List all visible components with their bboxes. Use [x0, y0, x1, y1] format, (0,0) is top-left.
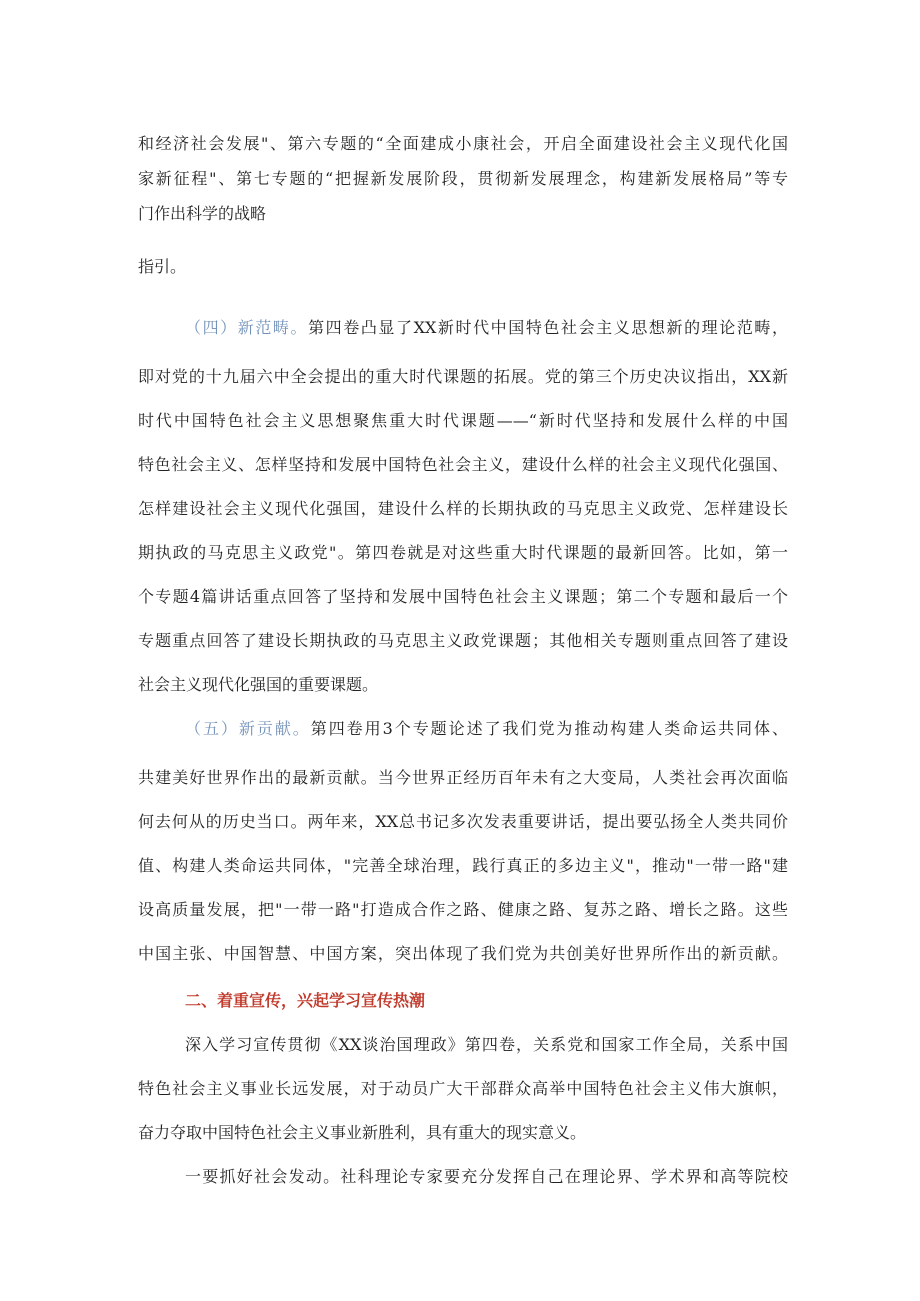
text-line: 和经济社会发展"、第六专题的“全面建成小康社会，开启全面建设社会主义现代化国	[138, 134, 788, 153]
section-heading: 二、着重宣传，兴起学习宣传热潮	[185, 991, 426, 1010]
subheading-new-category: （四）新范畴。	[185, 318, 309, 337]
text-line: 门作出科学的战略	[138, 204, 267, 223]
paragraph-first-line	[185, 718, 788, 740]
text-line: 特色社会主义、怎样坚持和发展中国特色社会主义，建设什么样的社会主义现代化强国、	[138, 455, 788, 474]
text-line: 社会主义现代化强国的重要课题。	[138, 675, 379, 694]
text-line: 中国主张、中国智慧、中国方案，突出体现了我们党为共创美好世界所作出的新贡献。	[138, 944, 788, 963]
text-line: 即对党的十九届六中全会提出的重大时代课题的拓展。党的第三个历史决议指出，XX新	[138, 367, 788, 386]
text-line: 值、构建人类命运共同体，"完善全球治理，践行真正的多边主义"，推动"一带一路"建	[138, 856, 788, 875]
text-line: 期执政的马克思主义政党"。第四卷就是对这些重大时代课题的最新回答。比如，第一	[138, 543, 788, 562]
text-line: 个专题4篇讲话重点回答了坚持和发展中国特色社会主义课题；第二个专题和最后一个	[138, 587, 788, 606]
text-line: 家新征程"、第七专题的“把握新发展阶段，贯彻新发展理念，构建新发展格局”等专	[138, 169, 788, 188]
text-line: 奋力夺取中国特色社会主义事业新胜利，具有重大的现实意义。	[138, 1123, 587, 1142]
text-line: 时代中国特色社会主义思想聚焦重大时代课题——“新时代坚持和发展什么样的中国	[138, 411, 788, 430]
paragraph-first-line	[185, 317, 788, 339]
text-line: 专题重点回答了建设长期执政的马克思主义政党课题；其他相关专题则重点回答了建设	[138, 631, 788, 650]
text-line: 共建美好世界作出的最新贡献。当今世界正经历百年未有之大变局，人类社会再次面临	[138, 768, 788, 787]
text-span: 第四卷用3个专题论述了我们党为推动构建人类命运共同体、	[310, 719, 788, 738]
text-line: 指引。	[138, 257, 187, 276]
text-line: 特色社会主义事业长远发展，对于动员广大干部群众高举中国特色社会主义伟大旗帜，	[138, 1079, 788, 1098]
text-line: 怎样建设社会主义现代化强国，建设什么样的长期执政的马克思主义政党、怎样建设长	[138, 499, 788, 518]
subheading-new-contribution: （五）新贡献。	[185, 719, 311, 738]
text-line: 设高质量发展，把"一带一路"打造成合作之路、健康之路、复苏之路、增长之路。这些	[138, 900, 788, 919]
text-line: 深入学习宣传贯彻《XX谈治国理政》第四卷，关系党和国家工作全局，关系中国	[185, 1035, 788, 1054]
text-line: 何去何从的历史当口。两年来，XX总书记多次发表重要讲话，提出要弘扬全人类共同价	[138, 812, 788, 831]
text-span: 第四卷凸显了XX新时代中国特色社会主义思想新的理论范畴，	[308, 318, 788, 337]
text-line: 一要抓好社会发动。社科理论专家要充分发挥自己在理论界、学术界和高等院校	[185, 1167, 788, 1186]
